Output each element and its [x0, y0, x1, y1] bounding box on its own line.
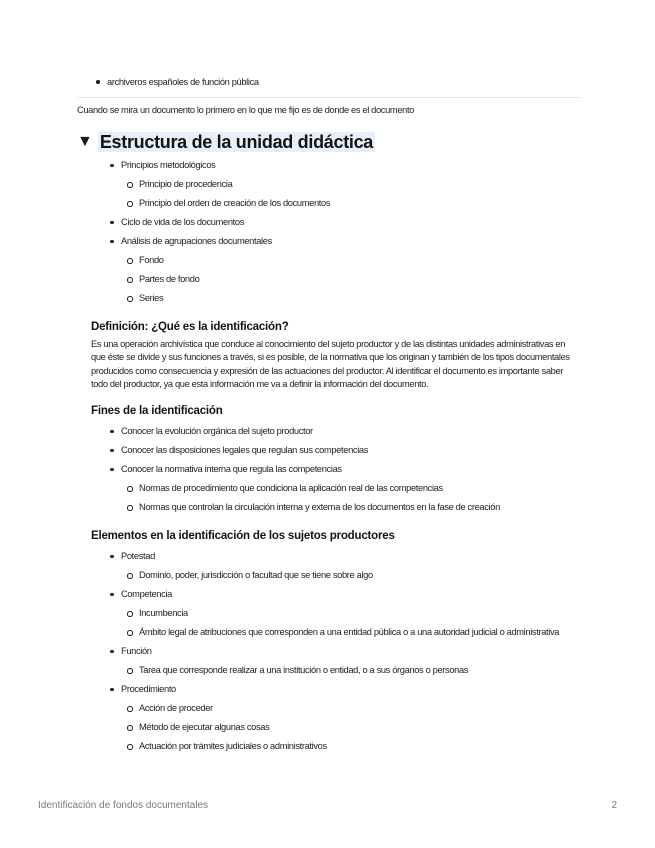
list-item: Conocer la evolución orgánica del sujeto productor: [109, 422, 580, 441]
sub-list: [127, 175, 580, 213]
list-item: Función: [109, 642, 580, 661]
sub-list-item: Acción de proceder: [127, 699, 580, 718]
page-content: [77, 72, 580, 756]
page-footer: [38, 800, 617, 811]
sub-list: [127, 566, 580, 585]
sub-list: [127, 661, 580, 680]
sub-list-item: Normas de procedimiento que condiciona la aplicación real de las competencias: [127, 479, 580, 498]
sub-list: [127, 604, 580, 642]
sub-list-item: Fondo: [127, 251, 580, 270]
list-item: Procedimiento: [109, 680, 580, 699]
list-item: Potestad: [109, 547, 580, 566]
list-item: archiveros españoles de función pública: [95, 72, 580, 91]
elementos-list: [109, 547, 580, 756]
triangle-down-icon[interactable]: ▼: [77, 132, 93, 150]
list-item: Ciclo de vida de los documentos: [109, 213, 580, 232]
sub-list-item: Normas que controlan la circulación interna y externa de los documentos en la fase de creación: [127, 498, 580, 517]
list-item: Conocer la normativa interna que regula las competencias: [109, 460, 580, 479]
page-number: 2: [611, 800, 617, 811]
sub-list-item: Series: [127, 289, 580, 308]
list-item: Análisis de agrupaciones documentales: [109, 232, 580, 251]
top-list: [95, 72, 580, 91]
sub-list-item: Principio de procedencia: [127, 175, 580, 194]
sub-list-item: Tarea que corresponde realizar a una institución o entidad, o a sus órganos o personas: [127, 661, 580, 680]
definition-heading: Definición: ¿Qué es la identificación?: [91, 320, 289, 333]
sub-list-item: Dominio, poder, jurisdicción o facultad que se tiene sobre algo: [127, 566, 580, 585]
list-item: Competencia: [109, 585, 580, 604]
structure-list: [109, 156, 580, 308]
list-item: Conocer las disposiciones legales que regulan sus competencias: [109, 441, 580, 460]
list-item: Principios metodológicos: [109, 156, 580, 175]
elementos-heading: Elementos en la identificación de los sujetos productores: [91, 529, 395, 542]
sub-list-item: Partes de fondo: [127, 270, 580, 289]
section-title: Estructura de la unidad didáctica: [99, 131, 374, 152]
intro-paragraph: Cuando se mira un documento lo primero en lo que me fijo es de donde es el documento: [77, 105, 415, 115]
sub-list-item: Actuación por trámites judiciales o administrativos: [127, 737, 580, 756]
fines-heading: Fines de la identificación: [91, 404, 223, 417]
sub-list: [127, 479, 580, 517]
sub-list-item: Principio del orden de creación de los documentos: [127, 194, 580, 213]
toggle-content: [91, 156, 580, 756]
toggle-heading[interactable]: [77, 132, 580, 152]
sub-list-item: Método de ejecutar algunas cosas: [127, 718, 580, 737]
definition-paragraph: Es una operación archivística que conduce al conocimiento del sujeto productor y de las distintas unidades administrativas en que éste se divide y sus funciones a través, si es posible, de la normativa que los originan y también de los tipos documentales producidos como consecuencia y expresión de las actuaciones del productor. Al identificar el documento es importante saber todo del productor, ya que esta información me va a definir la información del documento.: [91, 338, 570, 389]
sub-list-item: Ámbito legal de atribuciones que corresponden a una entidad pública o a una autoridad judicial o administrativa: [127, 623, 580, 642]
fines-list: [109, 422, 580, 517]
sub-list-item: Incumbencia: [127, 604, 580, 623]
sub-list: [127, 699, 580, 756]
sub-list: [127, 251, 580, 308]
footer-title: Identificación de fondos documentales: [38, 800, 209, 811]
divider: [77, 97, 580, 98]
